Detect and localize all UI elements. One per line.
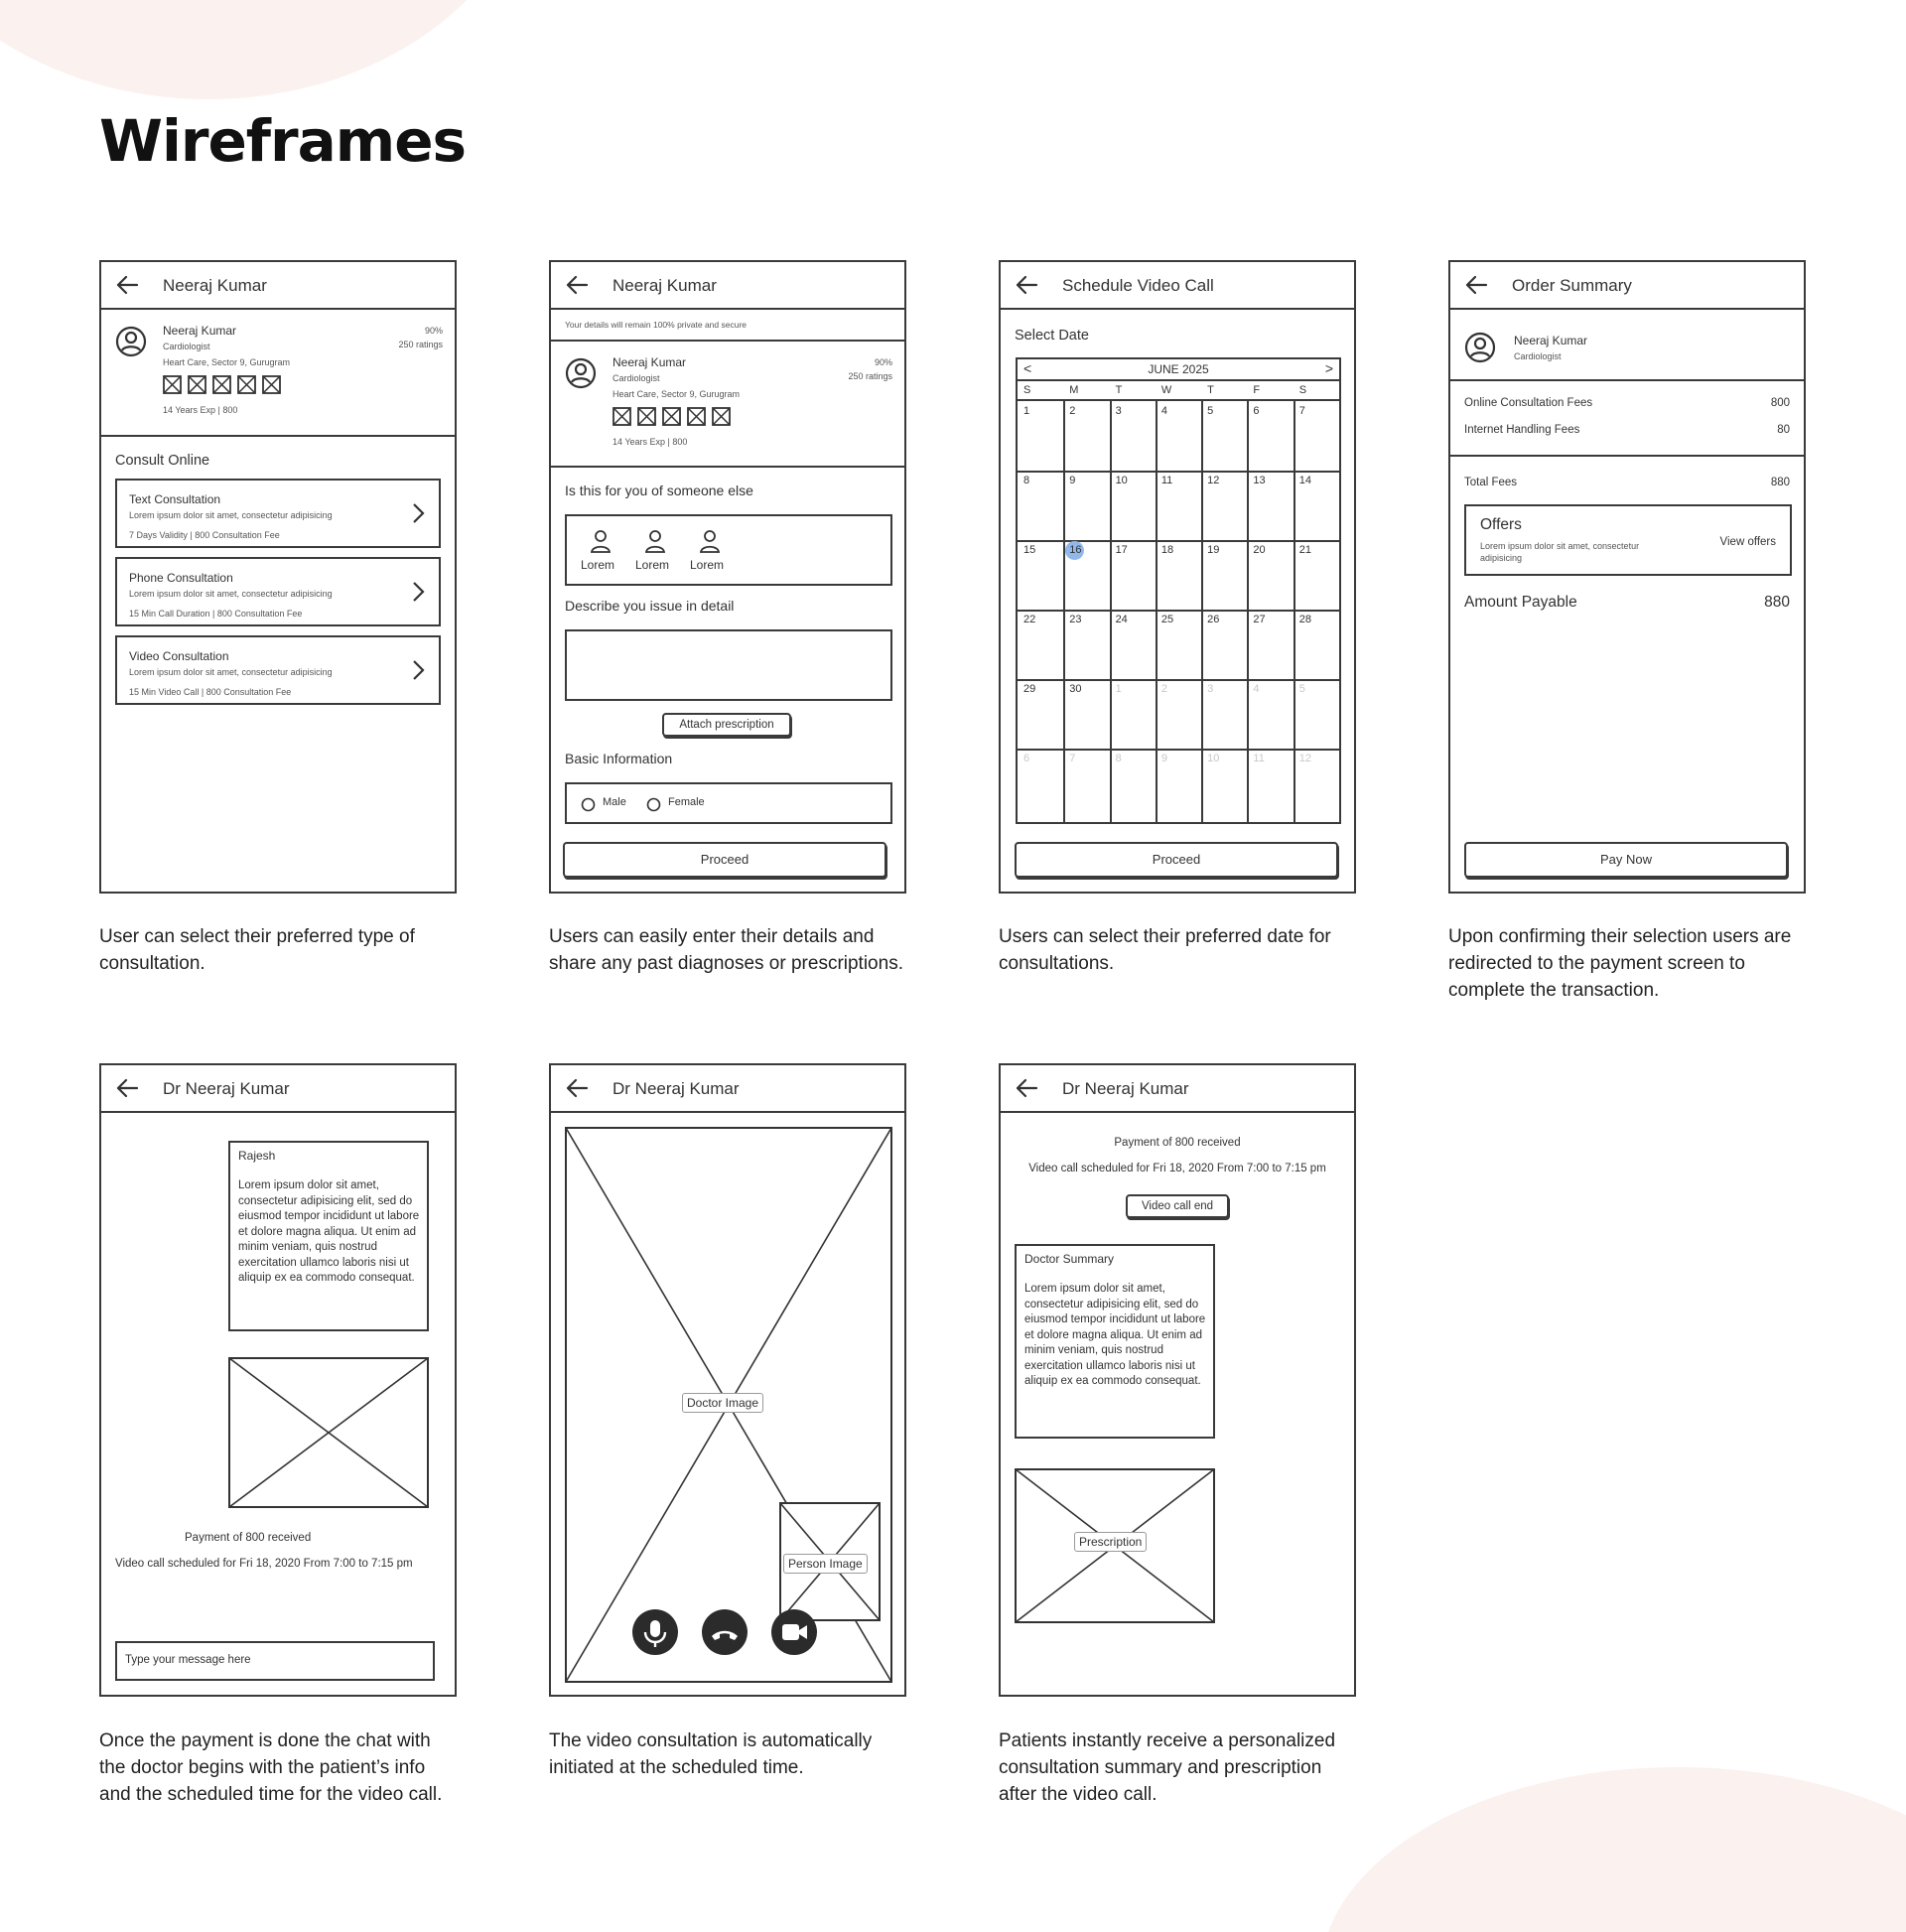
decorative-blob-top-left — [0, 0, 536, 99]
rating-star-placeholder-icon — [687, 407, 706, 426]
calendar-day-outside-month: 1 — [1115, 683, 1122, 695]
back-arrow-icon[interactable] — [565, 1077, 589, 1099]
radio-icon[interactable] — [581, 797, 596, 812]
calendar-row-line — [1018, 540, 1339, 542]
divider — [551, 466, 904, 468]
attach-prescription-button[interactable]: Attach prescription — [662, 713, 791, 737]
doctor-name: Neeraj Kumar — [613, 355, 687, 369]
wireframe-chat — [99, 1063, 457, 1697]
rating-star-placeholder-icon — [262, 375, 281, 394]
header-title: Neeraj Kumar — [163, 276, 267, 295]
calendar-day[interactable]: 22 — [1023, 614, 1036, 625]
message-input[interactable] — [115, 1641, 435, 1681]
option-description: Lorem ipsum dolor sit amet, consectetur adipisicing — [129, 667, 333, 677]
header — [1001, 1065, 1354, 1113]
option-description: Lorem ipsum dolor sit amet, consectetur adipisicing — [129, 589, 333, 599]
summary-title: Doctor Summary — [1024, 1252, 1115, 1266]
calendar-day[interactable]: 29 — [1023, 683, 1036, 695]
calendar-day-outside-month: 5 — [1298, 683, 1305, 695]
ratings-count: 250 ratings — [398, 340, 443, 349]
chevron-right-icon — [411, 581, 425, 603]
weekday-label: S — [1023, 384, 1031, 396]
calendar-column-line — [1110, 401, 1112, 822]
wireframe-video-call — [549, 1063, 906, 1697]
wireframe-patient-details — [549, 260, 906, 894]
calendar-day[interactable]: 6 — [1253, 405, 1260, 417]
end-call-icon — [702, 1609, 748, 1655]
doctor-card — [551, 342, 906, 467]
header-title: Dr Neeraj Kumar — [1062, 1079, 1189, 1098]
header-title: Schedule Video Call — [1062, 276, 1214, 295]
calendar-day[interactable]: 20 — [1253, 544, 1266, 556]
doctor-experience: 14 Years Exp | 800 — [613, 437, 688, 447]
patient-message-bubble — [228, 1141, 429, 1331]
doctor-card — [101, 310, 457, 435]
calendar-day-outside-month: 11 — [1253, 753, 1265, 764]
person-icon — [699, 530, 721, 554]
caption: Patients instantly receive a personalized consultation summary and prescription after the video call. — [999, 1730, 1336, 1805]
who-title: Is this for you of someone else — [565, 483, 753, 498]
calendar-day[interactable]: 30 — [1069, 683, 1082, 695]
option-title: Text Consultation — [129, 492, 221, 506]
wireframe-order-summary — [1448, 260, 1806, 894]
consult-option-video[interactable] — [115, 635, 441, 705]
back-arrow-icon[interactable] — [115, 1077, 139, 1099]
video-toggle-button[interactable] — [771, 1609, 817, 1655]
decorative-blob-bottom-right — [1320, 1767, 1906, 1932]
calendar-day-outside-month: 9 — [1160, 753, 1167, 764]
calendar-day[interactable]: 21 — [1298, 544, 1311, 556]
fee-value: 80 — [1777, 424, 1790, 436]
doctor-clinic: Heart Care, Sector 9, Gurugram — [163, 357, 291, 367]
doctor-experience: 14 Years Exp | 800 — [163, 405, 238, 415]
doctor-specialty: Cardiologist — [1514, 351, 1562, 361]
radio-icon[interactable] — [646, 797, 661, 812]
calendar-day-outside-month: 7 — [1069, 753, 1076, 764]
caption: Upon confirming their selection users are redirected to the payment screen to complete the transaction. — [1448, 926, 1792, 1001]
header-title: Dr Neeraj Kumar — [163, 1079, 290, 1098]
divider — [1450, 379, 1804, 381]
view-offers-link[interactable]: View offers — [1719, 536, 1776, 548]
pay-now-button[interactable]: Pay Now — [1464, 842, 1788, 878]
video-call-end-button[interactable]: Video call end — [1126, 1194, 1229, 1218]
calendar-day[interactable]: 1 — [1023, 405, 1030, 417]
calendar-row-line — [1018, 610, 1339, 612]
weekday-label: T — [1115, 384, 1123, 396]
fee-label: Online Consultation Fees — [1464, 397, 1593, 409]
caption: Users can select their preferred date for consultations. — [999, 926, 1331, 974]
weekday-row — [1018, 381, 1339, 401]
page-title: Wireframes — [99, 107, 467, 175]
proceed-button[interactable]: Proceed — [563, 842, 886, 878]
calendar-column-line — [1156, 401, 1157, 822]
person-option[interactable] — [690, 530, 730, 576]
select-date-label: Select Date — [1015, 328, 1089, 344]
calendar-day[interactable]: 12 — [1207, 475, 1220, 486]
person-label: Lorem — [690, 558, 725, 572]
doctor-summary-card — [1015, 1244, 1215, 1439]
option-title: Phone Consultation — [129, 571, 233, 585]
calendar-day-outside-month: 10 — [1207, 753, 1220, 764]
person-icon — [590, 530, 612, 554]
calendar-row-line — [1018, 749, 1339, 751]
person-option[interactable] — [635, 530, 675, 576]
calendar-day-outside-month: 2 — [1160, 683, 1167, 695]
doctor-clinic: Heart Care, Sector 9, Gurugram — [613, 389, 741, 399]
rating-star-placeholder-icon — [212, 375, 231, 394]
video-camera-icon — [771, 1609, 817, 1655]
calendar-day-outside-month: 4 — [1253, 683, 1260, 695]
header — [551, 1065, 904, 1113]
chevron-right-icon — [411, 659, 425, 681]
calendar-day-outside-month: 8 — [1115, 753, 1122, 764]
message-sender: Rajesh — [238, 1149, 276, 1163]
caption: Once the payment is done the chat with the doctor begins with the patient’s info and the scheduled time for the video call. — [99, 1730, 443, 1805]
fee-label: Internet Handling Fees — [1464, 424, 1580, 436]
back-arrow-icon[interactable] — [1015, 1077, 1038, 1099]
calendar-day-outside-month: 6 — [1023, 753, 1030, 764]
option-meta: 15 Min Video Call | 800 Consultation Fee — [129, 687, 292, 697]
wireframe-consultation-summary — [999, 1063, 1356, 1697]
doctor-specialty: Cardiologist — [613, 373, 660, 383]
message-text: Lorem ipsum dolor sit amet, consectetur adipisicing elit, sed do eiusmod tempor incididunt ut labore et dolore magna aliqua. Ut enim ad minim veniam, quis nostrud exercitation ullamco laboris nisi ut aliquip ex ea commodo consequat. — [238, 1179, 420, 1284]
header — [1450, 262, 1804, 310]
microphone-button[interactable] — [632, 1609, 678, 1655]
wireframe-schedule-video-call — [999, 260, 1356, 894]
summary-text: Lorem ipsum dolor sit amet, consectetur adipisicing elit, sed do eiusmod tempor incididunt ut labore et dolore magna aliqua. Ut enim ad minim veniam, quis nostrud exercitation ullamco laboris nisi ut aliquip ex ea commodo consequat. — [1024, 1283, 1206, 1387]
calendar-day[interactable]: 2 — [1069, 405, 1076, 417]
rating-percent: 90% — [424, 326, 443, 336]
calendar-day[interactable]: 5 — [1207, 405, 1214, 417]
ratings-count: 250 ratings — [848, 371, 892, 381]
person-label: Lorem — [581, 558, 615, 572]
offers-description: Lorem ipsum dolor sit amet, consectetur adipisicing — [1480, 541, 1640, 563]
calendar-column-line — [1293, 401, 1295, 822]
gender-selector — [565, 782, 892, 824]
microphone-icon — [632, 1609, 678, 1655]
back-arrow-icon[interactable] — [1464, 274, 1488, 296]
weekday-label: W — [1160, 384, 1172, 396]
option-title: Video Consultation — [129, 649, 229, 663]
back-arrow-icon[interactable] — [115, 274, 139, 296]
prev-month-button[interactable]: < — [1023, 360, 1032, 376]
header-title: Order Summary — [1512, 276, 1632, 295]
header-title: Dr Neeraj Kumar — [613, 1079, 740, 1098]
calendar-day[interactable]: 13 — [1253, 475, 1266, 486]
basic-info-title: Basic Information — [565, 751, 673, 766]
calendar-day[interactable]: 26 — [1207, 614, 1220, 625]
rating-star-placeholder-icon — [712, 407, 731, 426]
weekday-label: M — [1069, 384, 1079, 396]
calendar-day[interactable]: 9 — [1069, 475, 1076, 486]
calendar — [1016, 357, 1341, 824]
weekday-label: T — [1207, 384, 1214, 396]
amount-payable-label: Amount Payable — [1464, 594, 1577, 611]
person-selector — [565, 514, 892, 586]
doctor-specialty: Cardiologist — [163, 342, 210, 351]
person-icon — [644, 530, 666, 554]
person-image-label: Person Image — [783, 1554, 868, 1574]
user-avatar-icon — [565, 357, 597, 389]
calendar-day[interactable]: 11 — [1160, 475, 1173, 486]
calendar-day[interactable]: 3 — [1115, 405, 1122, 417]
calendar-day-outside-month: 3 — [1207, 683, 1214, 695]
calendar-column-line — [1063, 401, 1065, 822]
calendar-day[interactable]: 4 — [1160, 405, 1167, 417]
calendar-day-outside-month: 12 — [1298, 753, 1311, 764]
gender-label: Male — [603, 796, 626, 808]
proceed-button[interactable]: Proceed — [1015, 842, 1338, 878]
payment-note: Payment of 800 received — [185, 1532, 312, 1544]
divider — [101, 435, 455, 437]
offers-card[interactable] — [1464, 504, 1792, 576]
prescription-label: Prescription — [1074, 1532, 1147, 1552]
schedule-note: Video call scheduled for Fri 18, 2020 From 7:00 to 7:15 pm — [1028, 1163, 1326, 1174]
issue-title: Describe you issue in detail — [565, 598, 735, 614]
rating-percent: 90% — [874, 357, 892, 367]
header — [551, 262, 904, 310]
calendar-day[interactable]: 28 — [1298, 614, 1311, 625]
caption: User can select their preferred type of consultation. — [99, 926, 415, 974]
amount-payable-value: 880 — [1764, 594, 1790, 611]
weekday-label: S — [1298, 384, 1307, 396]
calendar-day[interactable]: 25 — [1160, 614, 1174, 625]
calendar-day[interactable]: 19 — [1207, 544, 1220, 556]
person-label: Lorem — [635, 558, 670, 572]
calendar-column-line — [1201, 401, 1203, 822]
calendar-day[interactable]: 10 — [1115, 475, 1128, 486]
option-meta: 15 Min Call Duration | 800 Consultation Fee — [129, 609, 303, 619]
back-arrow-icon[interactable] — [565, 274, 589, 296]
message-input-placeholder: Type your message here — [125, 1654, 251, 1666]
calendar-day[interactable]: 8 — [1023, 475, 1030, 486]
doctor-name: Neeraj Kumar — [163, 324, 237, 338]
schedule-note: Video call scheduled for Fri 18, 2020 From 7:00 to 7:15 pm — [115, 1558, 413, 1570]
option-meta: 7 Days Validity | 800 Consultation Fee — [129, 530, 280, 540]
calendar-day[interactable]: 24 — [1115, 614, 1128, 625]
doctor-image-label: Doctor Image — [682, 1393, 763, 1413]
gender-label: Female — [668, 796, 705, 808]
image-placeholder — [228, 1357, 429, 1508]
rating-star-placeholder-icon — [637, 407, 656, 426]
wireframe-consult-type — [99, 260, 457, 894]
rating-star-placeholder-icon — [613, 407, 631, 426]
header-title: Neeraj Kumar — [613, 276, 717, 295]
total-label: Total Fees — [1464, 477, 1518, 488]
calendar-day[interactable]: 15 — [1023, 544, 1036, 556]
rating-star-placeholder-icon — [163, 375, 182, 394]
month-label: JUNE 2025 — [1148, 362, 1209, 376]
divider — [1450, 455, 1804, 457]
calendar-day[interactable]: 14 — [1298, 475, 1311, 486]
privacy-note: Your details will remain 100% private and secure — [565, 320, 748, 330]
issue-textarea[interactable] — [565, 629, 892, 701]
calendar-month-bar — [1018, 359, 1339, 381]
chevron-right-icon — [411, 502, 425, 524]
consult-option-text[interactable] — [115, 479, 441, 548]
next-month-button[interactable]: > — [1324, 360, 1333, 376]
header — [1001, 262, 1354, 310]
calendar-day[interactable]: 16 — [1069, 544, 1082, 556]
caption: The video consultation is automatically initiated at the scheduled time. — [549, 1730, 873, 1778]
back-arrow-icon[interactable] — [1015, 274, 1038, 296]
fee-value: 800 — [1770, 397, 1790, 409]
weekday-label: F — [1253, 384, 1261, 396]
calendar-day[interactable]: 7 — [1298, 405, 1305, 417]
consult-option-phone[interactable] — [115, 557, 441, 626]
offers-title: Offers — [1480, 516, 1522, 533]
calendar-day[interactable]: 18 — [1160, 544, 1174, 556]
rating-star-placeholder-icon — [662, 407, 681, 426]
calendar-column-line — [1247, 401, 1249, 822]
payment-note: Payment of 800 received — [1114, 1137, 1241, 1149]
user-avatar-icon — [115, 326, 147, 357]
user-avatar-icon — [1464, 332, 1496, 363]
header — [101, 1065, 455, 1113]
caption: Users can easily enter their details and share any past diagnoses or prescriptions. — [549, 926, 903, 974]
calendar-row-line — [1018, 679, 1339, 681]
option-description: Lorem ipsum dolor sit amet, consectetur adipisicing — [129, 510, 333, 520]
calendar-day[interactable]: 17 — [1115, 544, 1128, 556]
rating-star-placeholder-icon — [188, 375, 206, 394]
rating-star-placeholder-icon — [237, 375, 256, 394]
header — [101, 262, 455, 310]
person-option[interactable] — [581, 530, 620, 576]
calendar-day[interactable]: 27 — [1253, 614, 1266, 625]
calendar-day[interactable]: 23 — [1069, 614, 1082, 625]
calendar-row-line — [1018, 471, 1339, 473]
doctor-name: Neeraj Kumar — [1514, 334, 1588, 347]
end-call-button[interactable] — [702, 1609, 748, 1655]
total-value: 880 — [1770, 477, 1790, 488]
section-title: Consult Online — [115, 453, 210, 469]
